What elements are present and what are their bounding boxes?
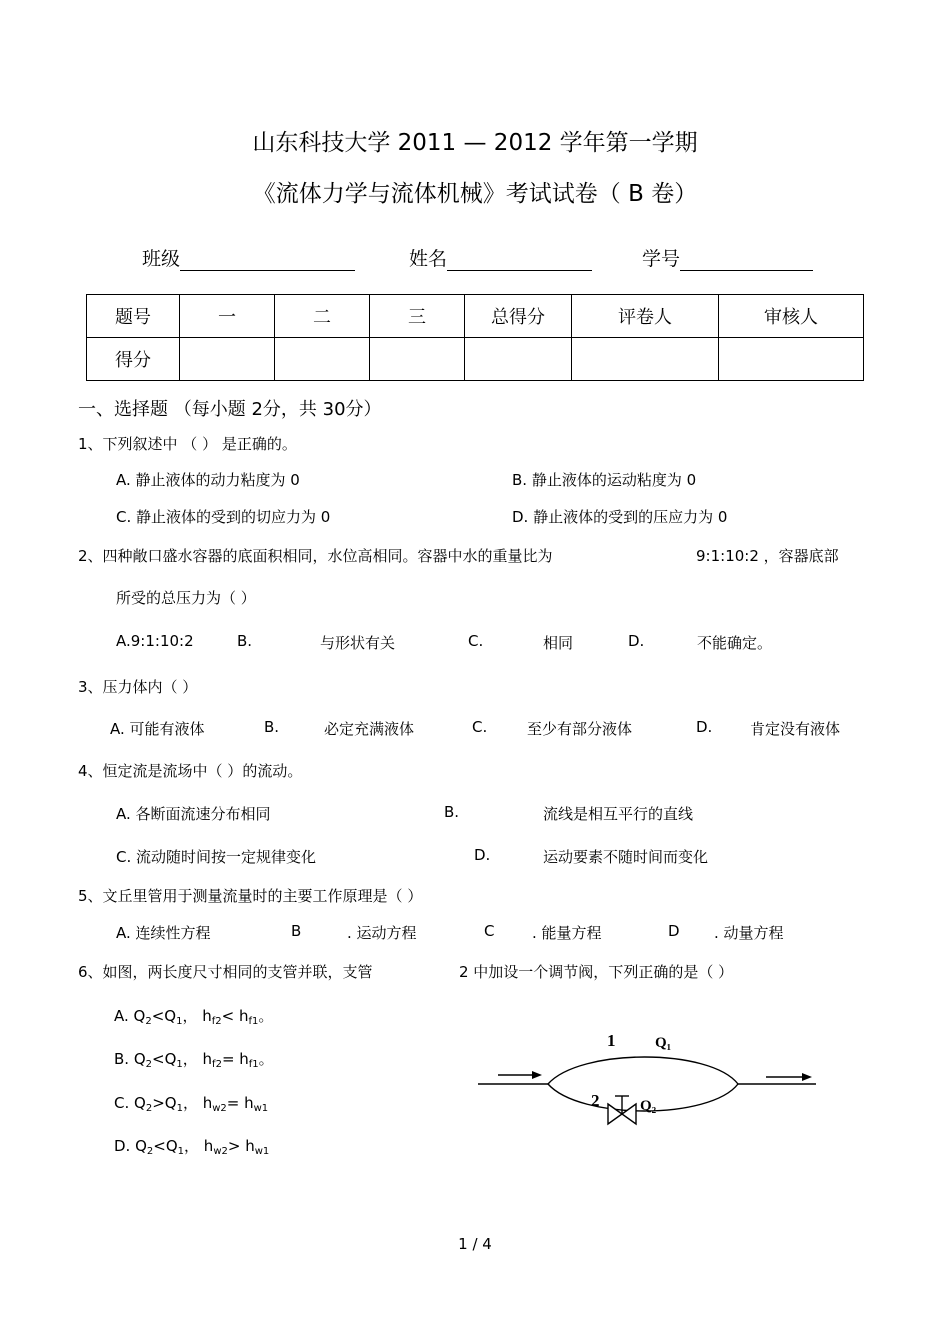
q5-option-d-label: D <box>668 922 680 940</box>
score-cell[interactable] <box>180 338 275 381</box>
score-cell[interactable] <box>572 338 719 381</box>
q1-option-a: A. 静止液体的动力粘度为 0 <box>116 471 300 489</box>
score-header-cell: 三 <box>370 295 465 338</box>
q2-option-d-label: D. <box>628 632 645 650</box>
branch-2-label: 2 <box>591 1091 600 1110</box>
branch-1-label: 1 <box>607 1031 616 1050</box>
q3-option-d-label: D. <box>696 718 713 736</box>
q4-option-d-text: 运动要素不随时间而变化 <box>543 848 709 866</box>
score-header-cell: 二 <box>275 295 370 338</box>
id-blank[interactable] <box>680 252 813 271</box>
q5-option-b-label: B <box>291 922 302 940</box>
q4-option-a: A. 各断面流速分布相同 <box>116 805 271 823</box>
page-number: 1 / 4 <box>458 1235 492 1253</box>
score-cell[interactable] <box>275 338 370 381</box>
q1-option-b: B. 静止液体的运动粘度为 0 <box>512 471 697 489</box>
score-table-row <box>87 338 864 381</box>
q5-stem: 5、文丘里管用于测量流量时的主要工作原理是（ ） <box>78 887 423 905</box>
score-cell[interactable] <box>465 338 572 381</box>
class-field <box>142 244 355 271</box>
q5-option-a: A. 连续性方程 <box>116 924 211 942</box>
score-row-label: 得分 <box>87 338 180 381</box>
q5-option-d-text: . 动量方程 <box>714 924 784 942</box>
section-title: 一、选择题 （每小题 2分，共 30分） <box>78 399 382 420</box>
q5-option-c-label: C <box>484 922 495 940</box>
exam-title-line1: 山东科技大学 2011 — 2012 学年第一学期 <box>252 130 698 156</box>
q2-option-b-text: 与形状有关 <box>320 634 396 652</box>
valve-icon <box>622 1104 636 1124</box>
class-label: 班级 <box>142 248 181 270</box>
branch-pipe-1 <box>548 1057 738 1084</box>
q2-option-b-label: B. <box>237 632 253 650</box>
score-table-header-row <box>87 295 864 338</box>
name-field <box>409 244 592 271</box>
name-blank[interactable] <box>447 252 592 271</box>
q2-option-c-label: C. <box>468 632 484 650</box>
q2-ratio: 9:1:10:2 ，容器底部 <box>696 547 839 565</box>
name-label: 姓名 <box>409 248 448 270</box>
q2-option-c-text: 相同 <box>543 634 574 652</box>
score-header-cell: 一 <box>180 295 275 338</box>
q2-flow-label: Q₂ <box>640 1098 657 1114</box>
q6-stem: 6、如图，两长度尺寸相同的支管并联，支管 <box>78 963 373 981</box>
score-header-cell: 评卷人 <box>572 295 719 338</box>
q3-option-c-label: C. <box>472 718 488 736</box>
q4-stem: 4、恒定流是流场中（ ）的流动。 <box>78 762 303 780</box>
q6-option-c: C. $Q_2>Q_1$， $h_{w2}= h_{w1}$ <box>114 1094 269 1114</box>
q1-option-d: D. 静止液体的受到的压应力为 0 <box>512 508 728 526</box>
q2-option-a: A.9:1:10:2 <box>116 632 194 650</box>
q3-option-b-label: B. <box>264 718 280 736</box>
q3-option-c-text: 至少有部分液体 <box>527 720 633 738</box>
q6-stem-continued: 2 中加设一个调节阀，下列正确的是（ ） <box>459 963 734 981</box>
score-table <box>86 294 864 381</box>
q4-option-b-label: B. <box>444 803 460 821</box>
class-blank[interactable] <box>180 252 355 271</box>
q6-option-a: A. $Q_2<Q_1$， $h_{f2}< h_{f1}$。 <box>114 1007 274 1027</box>
q1-stem: 1、下列叙述中 （ ） 是正确的。 <box>78 435 297 453</box>
score-cell[interactable] <box>719 338 864 381</box>
id-label: 学号 <box>642 248 681 270</box>
q6-option-d: D. $Q_2<Q_1$， $h_{w2}> h_{w1}$ <box>114 1137 270 1157</box>
score-header-cell: 题号 <box>87 295 180 338</box>
score-header-cell: 总得分 <box>465 295 572 338</box>
valve-icon <box>608 1104 622 1124</box>
q3-stem: 3、压力体内（ ） <box>78 678 198 696</box>
q1-option-c: C. 静止液体的受到的切应力为 0 <box>116 508 331 526</box>
q4-option-d-label: D. <box>474 846 491 864</box>
exam-title-line2: 《流体力学与流体机械》考试试卷（ B 卷） <box>252 181 698 207</box>
score-cell[interactable] <box>370 338 465 381</box>
id-field <box>642 244 813 271</box>
q4-option-b-text: 流线是相互平行的直线 <box>543 805 694 823</box>
q2-option-d-text: 不能确定。 <box>697 634 773 652</box>
q3-option-a: A. 可能有液体 <box>110 720 205 738</box>
score-header-cell: 审核人 <box>719 295 864 338</box>
inlet-arrowhead-icon <box>532 1071 542 1079</box>
q3-option-b-text: 必定充满液体 <box>324 720 415 738</box>
parallel-pipe-figure <box>470 1020 830 1140</box>
q2-stem: 2、四种敞口盛水容器的底面积相同，水位高相同。容器中水的重量比为 <box>78 547 553 565</box>
q3-option-d-text: 肯定没有液体 <box>750 720 841 738</box>
q5-option-b-text: . 运动方程 <box>347 924 417 942</box>
q4-option-c: C. 流动随时间按一定规律变化 <box>116 848 317 866</box>
q5-option-c-text: . 能量方程 <box>532 924 602 942</box>
q2-stem-continued: 所受的总压力为（ ） <box>116 589 256 607</box>
q1-flow-label: Q₁ <box>655 1035 672 1051</box>
q6-option-b: B. $Q_2<Q_1$， $h_{f2}= h_{f1}$。 <box>114 1050 274 1070</box>
outlet-arrowhead-icon <box>802 1073 812 1081</box>
